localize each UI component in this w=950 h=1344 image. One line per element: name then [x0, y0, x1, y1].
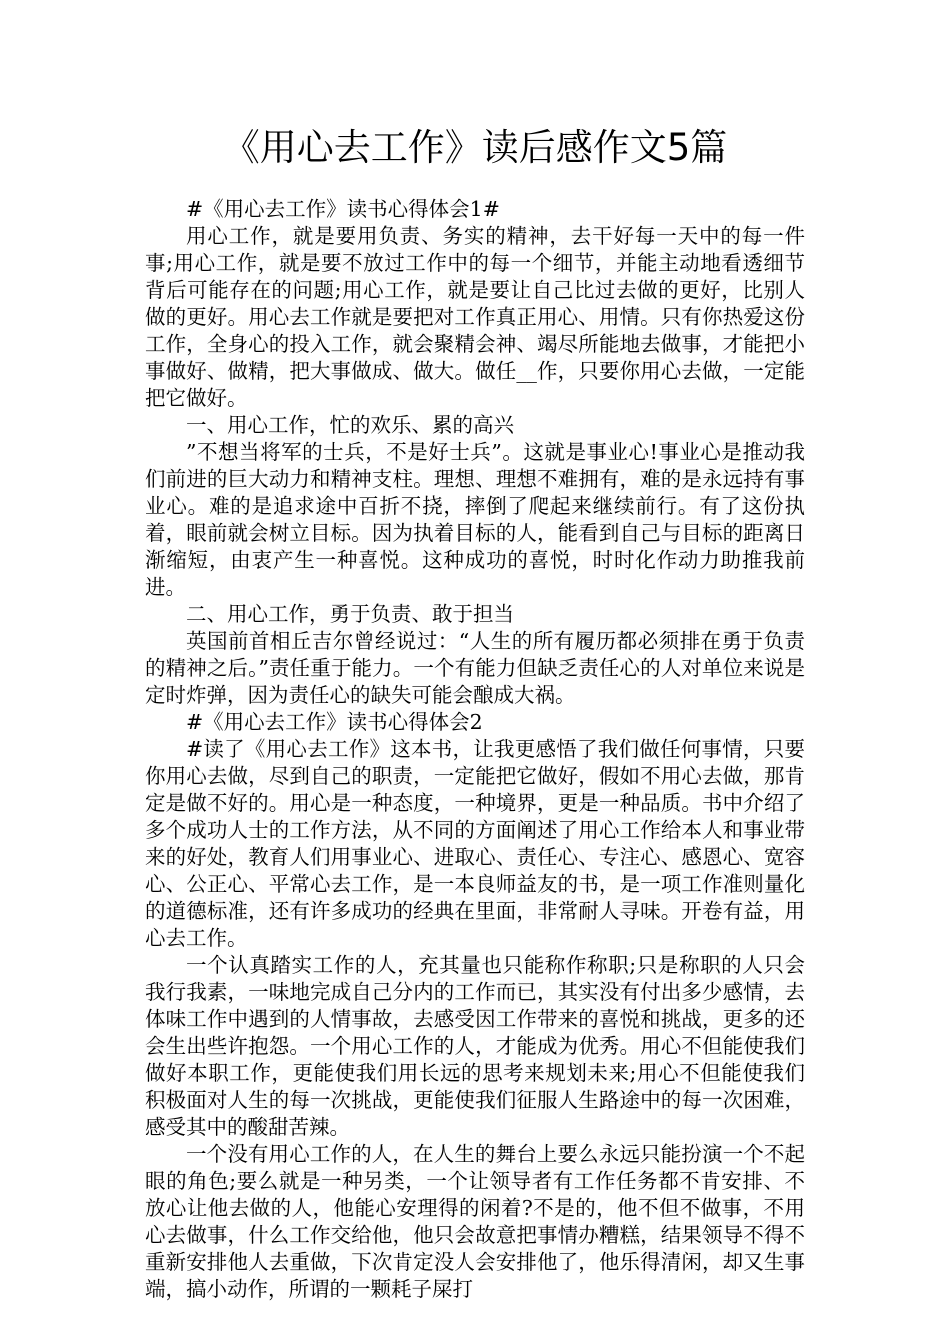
subsection-heading: 一、用心工作，忙的欢乐、累的高兴 [186, 413, 514, 437]
paragraph: 用心工作，就是要用负责、务实的精神，去干好每一天中的每一件事;用心工作，就是要不放过工作中的每一个细节，并能主动地看透细节背后可能存在的问题;用心工作，就是要让自己比过去做的更好，比别人做的更好。用心去工作就是要把对工作真正用心、用情。只有你热爱这份工作，全身心的投入工作，就会聚精会神、竭尽所能地去做事，才能把小事做好、做精，把大事做成、做大。做任__作，只要你用心去做，一定能把它做好。 [145, 224, 805, 410]
paragraph: ”不想当将军的士兵，不是好士兵”。这就是事业心!事业心是推动我们前进的巨大动力和精神支柱。理想、理想不难拥有，难的是永远持有事业心。难的是追求途中百折不挠，摔倒了爬起来继续前行。有了这份执着，眼前就会树立目标。因为执着目标的人，能看到自己与目标的距离日渐缩短，由衷产生一种喜悦。这种成功的喜悦，时时化作动力助推我前进。 [145, 440, 805, 599]
section-heading: #《用心去工作》读书心得体会1# [186, 197, 500, 221]
subsection-heading: 二、用心工作，勇于负责、敢于担当 [186, 602, 514, 626]
document-body [145, 196, 805, 1303]
section-heading: #《用心去工作》读书心得体会2 [186, 710, 483, 734]
paragraph: 一个没有用心工作的人，在人生的舞台上要么永远只能扮演一个不起眼的角色;要么就是一种另类，一个让领导者有工作任务都不肯安排、不放心让他去做的人，他能心安理得的闲着?不是的，他不但不做事，不用心去做事，什么工作交给他，他只会故意把事情办糟糕，结果领导不得不重新安排他人去重做，下次肯定没人会安排他了，他乐得清闲，却又生事端，搞小动作，所谓的一颗耗子屎打 [145, 1142, 805, 1301]
paragraph: 一个认真踏实工作的人，充其量也只能称作称职;只是称职的人只会我行我素，一味地完成自己分内的工作而已，其实没有付出多少感情，去体味工作中遇到的人情事故，去感受因工作带来的喜悦和挑战，更多的还会生出些许抱怨。一个用心工作的人，才能成为优秀。用心不但能使我们做好本职工作，更能使我们用长远的思考来规划未来;用心不但能使我们积极面对人生的每一次挑战，更能使我们征服人生路途中的每一次困难，感受其中的酸甜苦辣。 [145, 953, 805, 1139]
document-title: 《用心去工作》读后感作文5篇 [222, 126, 728, 169]
paragraph: 英国前首相丘吉尔曾经说过：“人生的所有履历都必须排在勇于负责的精神之后。”责任重于能力。一个有能力但缺乏责任心的人对单位来说是定时炸弹，因为责任心的缺失可能会酿成大祸。 [145, 629, 805, 707]
paragraph: #读了《用心去工作》这本书，让我更感悟了我们做任何事情，只要你用心去做，尽到自己的职责，一定能把它做好，假如不用心去做，那肯定是做不好的。用心是一种态度，一种境界，更是一种品质。书中介绍了多个成功人士的工作方法，从不同的方面阐述了用心工作给本人和事业带来的好处，教育人们用事业心、进取心、责任心、专注心、感恩心、宽容心、公正心、平常心去工作，是一本良师益友的书，是一项工作准则量化的道德标准，还有许多成功的经典在里面，非常耐人寻味。开卷有益，用心去工作。 [145, 737, 805, 950]
